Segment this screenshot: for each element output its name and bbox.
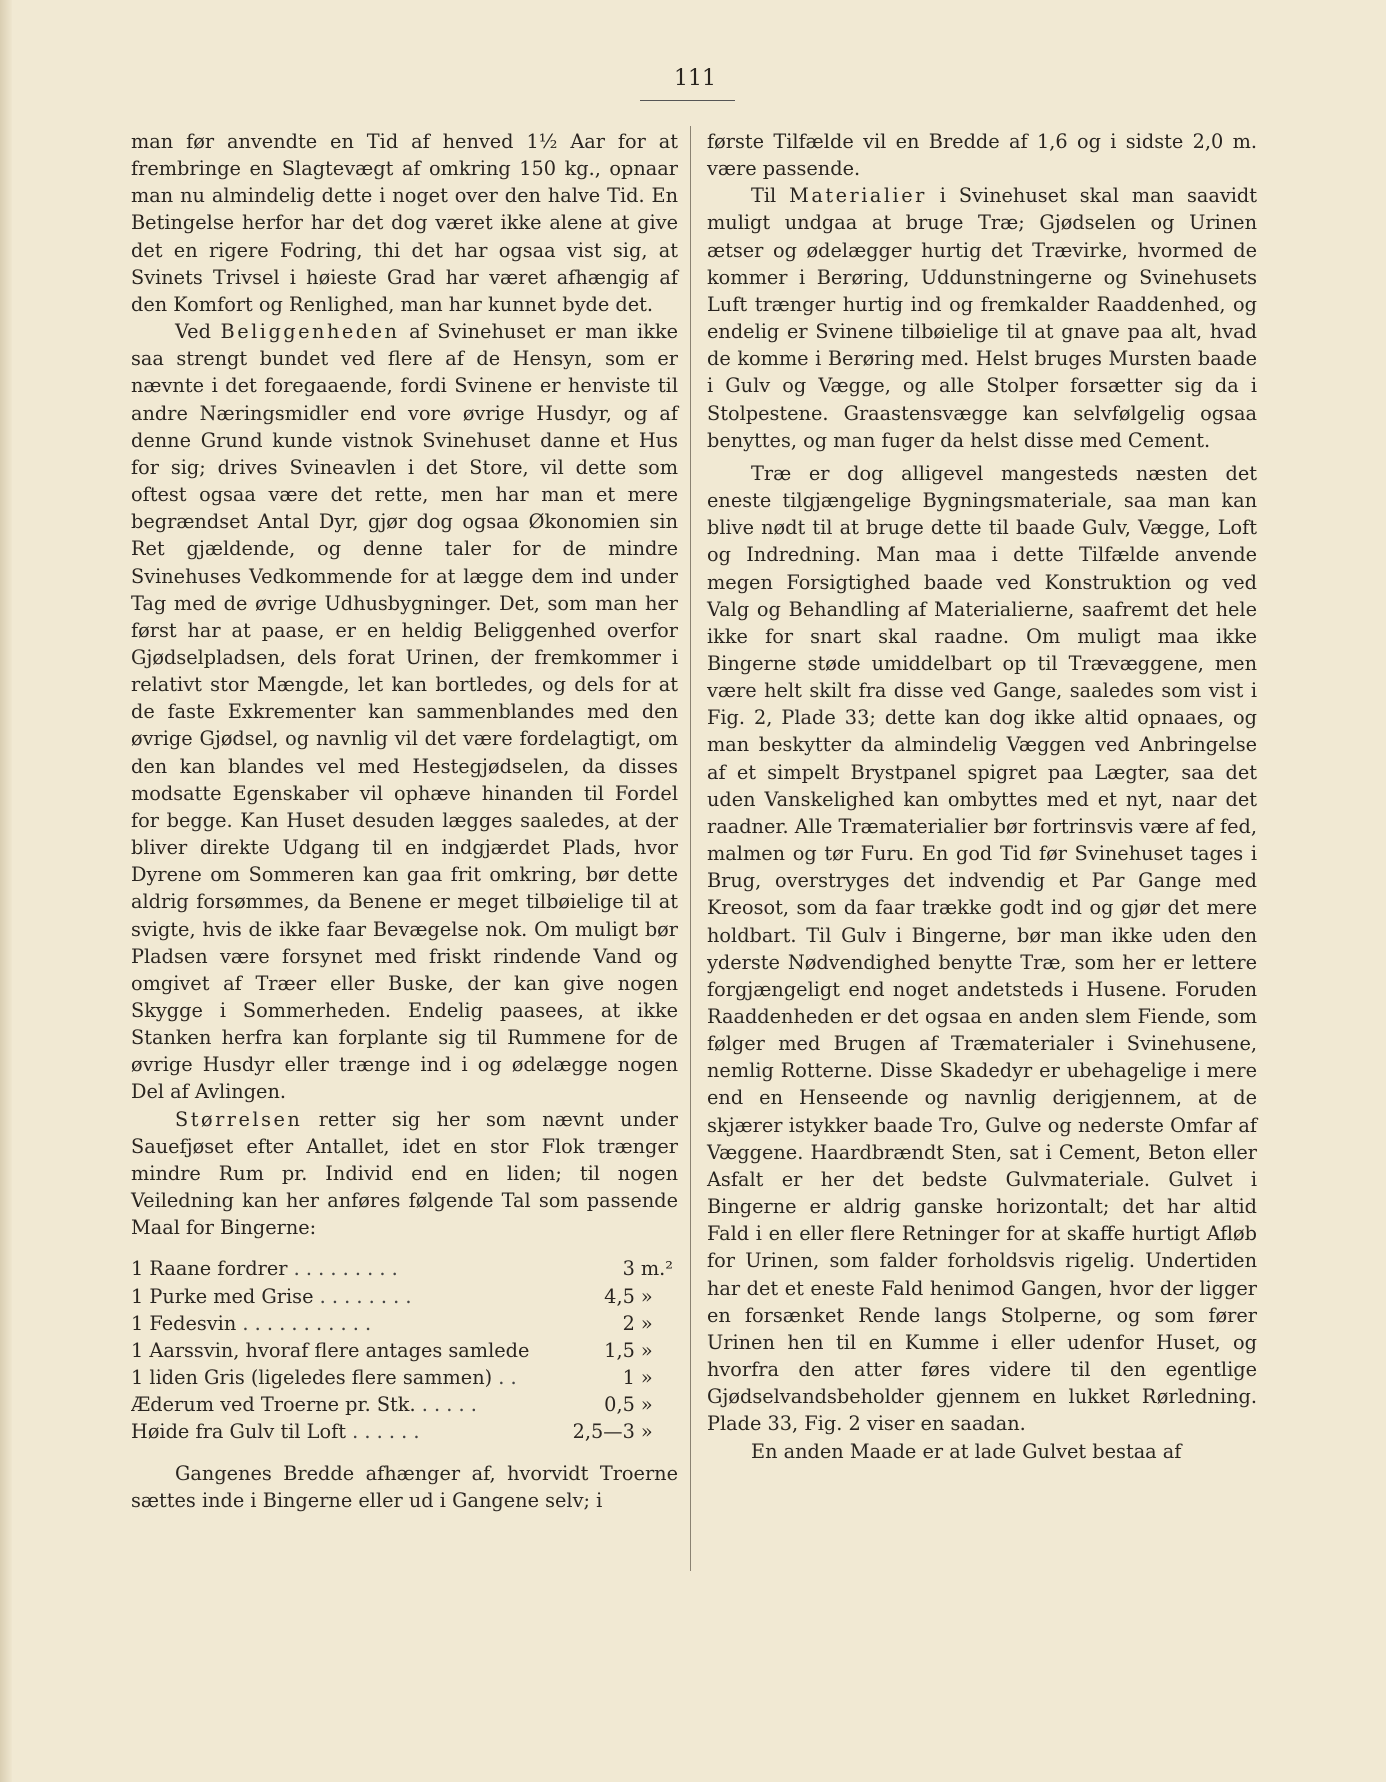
measure-label xyxy=(131,1364,573,1391)
measures-table xyxy=(131,1255,673,1445)
measure-value: 3 xyxy=(622,1257,635,1281)
measure-value: 2 xyxy=(622,1311,635,1335)
measure-value: 1 xyxy=(622,1366,635,1390)
measure-unit: » xyxy=(640,1284,653,1308)
leader-dots: . . . . . . xyxy=(345,1420,420,1444)
measure-label xyxy=(131,1337,573,1364)
table-row xyxy=(131,1337,673,1364)
leader-dots: . . . . . xyxy=(415,1393,477,1417)
section-keyword: Størrelsen xyxy=(175,1107,303,1131)
page-left-edge xyxy=(0,0,12,1782)
table-row xyxy=(131,1391,673,1418)
label-text: 1 liden Gris (ligeledes flere sammen) xyxy=(131,1366,493,1390)
measure-unit: » xyxy=(640,1393,653,1417)
measure-value: 0,5 xyxy=(604,1393,635,1417)
measure-value: 2,5—3 xyxy=(572,1420,635,1444)
paragraph xyxy=(131,1106,678,1242)
paragraph-lead: Til xyxy=(751,184,777,208)
paragraph xyxy=(131,318,678,1106)
section-keyword: Beliggenheden xyxy=(220,320,400,344)
label-text: 1 Purke med Grise xyxy=(131,1284,314,1308)
measure-unit: » xyxy=(640,1311,653,1335)
table-row xyxy=(131,1310,673,1337)
paragraph: En anden Maade er at lade Gulvet bestaa af xyxy=(751,1439,1182,1463)
label-text: 1 Aarssvin, hvoraf flere antages samlede xyxy=(131,1338,530,1362)
label-text: 1 Fedesvin xyxy=(131,1311,237,1335)
leader-dots: . . . . . . . . . . . xyxy=(236,1311,372,1335)
measure-label xyxy=(131,1255,573,1282)
column-divider xyxy=(690,126,691,1571)
measure-unit: m.² xyxy=(640,1257,673,1281)
paragraph xyxy=(707,182,1257,454)
measure-value: 1,5 xyxy=(604,1338,635,1362)
paragraph-lead: Ved xyxy=(175,320,211,344)
paragraph: Træ er dog alligevel mangesteds næsten det eneste tilgjængelige Bygningsmateriale, saa man kan blive nødt til at bruge dette til baade Gulv, Vægge, Loft og Indredning. Man maa i dette Tilfælde anvende megen Forsigtighed baade ved Konstruktion og ved Valg og Behandling af Materialierne, saafremt det hele ikke for snart skal raadne. Om muligt maa ikke Bingerne støde umiddelbart op til Trævæggene, men være helt skilt fra disse ved Gange, saaledes som vist i Fig. 2, Plade 33; dette kan dog ikke altid opnaaes, og man beskytter da almindelig Væggen ved Anbringelse af et simpelt Brystpanel spigret paa Lægter, saa det uden Vanskelighed kan ombyttes med et nyt, naar det raadner. Alle Træmaterialier bør fortrinsvis være af fed, malmen og tør Furu. En god Tid før Svinehuset tages i Brug, overstryges det indvendig et Par Gange med Kreosot, som da faar trække godt ind og gjør det mere holdbart. Til Gulv i Bingerne, bør man ikke uden den yderste Nødvendighed benytte Træ, som her er lettere forgjængeligt end noget andetsteds i Husene. Foruden Raaddenheden er det ogsaa en anden slem Fiende, som følger med Brugen af Træmaterialer i Svinehusene, nemlig Rotterne. Disse Skadedyr er ubehagelige i mere end en Henseende og navnlig derigjennem, at de skjærer istykker baade Tro, Gulve og nederste Omfar af Væggene. Haardbrændt Sten, sat i Cement, Beton eller Asfalt er her det bedste Gulvmateriale. Gulvet i Bingerne er aldrig ganske horizontalt; det har altid Fald i en eller flere Retninger for at skaffe hurtigt Afløb for Urinen, som falder forholdsvis rigelig. Undertiden har det et eneste Fald henimod Gangen, hvor der ligger en forsænket Rende langs Stolperne, og som fører Urinen hen til en Kumme i eller udenfor Huset, og hvorfra den atter føres videre til den egentlige Gjødselvandsbeholder gjennem en lukket Rørledning. Plade 33, Fig. 2 viser en saadan. xyxy=(707,461,1257,1436)
measure-unit: » xyxy=(640,1420,653,1444)
paragraph: man før anvendte en Tid af henved 1½ Aar for at frembringe en Slagtevægt af omkring 150 kg., opnaar man nu almindelig dette i noget over den halve Tid. En Betingelse herfor har det dog været ikke alene at give det en rigere Fodring, thi det har ogsaa vist sig, at Svinets Trivsel i høieste Grad har været afhængig af den Komfort og Renlighed, man har kunnet byde det. xyxy=(131,130,678,316)
right-column xyxy=(707,128,1257,1465)
paragraph-body: i Svinehuset skal man saavidt muligt undgaa at bruge Træ; Gjødselen og Urinen ætser og ødelægger hurtig det Trævirke, hvormed de kommer i Berøring, Uddunstningerne og Svinehusets Luft trænger hurtig ind og fremkalder Raaddenhed, og endelig er Svinene tilbøielige til at gnave paa alt, hvad de komme i Berøring med. Helst bruges Mursten baade i Gulv og Vægge, og alle Stolper forsætter sig da i Stolpestene. Graastensvægge kan selvfølgelig ogsaa benyttes, og man fuger da helst disse med Cement. xyxy=(707,184,1257,452)
measure-unit: » xyxy=(640,1338,653,1362)
table-row xyxy=(131,1255,673,1282)
table-row xyxy=(131,1364,673,1391)
paragraph-body: retter sig her som nævnt under Sauefjøset efter Antallet, idet en stor Flok trænger mindre Rum pr. Individ end en liden; til nogen Veiledning kan her anføres følgende Tal som passende Maal for Bingerne: xyxy=(131,1107,678,1240)
leader-dots: . . . . . . . . xyxy=(313,1284,412,1308)
table-row xyxy=(131,1283,673,1310)
label-text: Høide fra Gulv til Loft xyxy=(131,1420,346,1444)
section-keyword: Materialier xyxy=(789,184,927,208)
measure-unit: » xyxy=(640,1366,653,1390)
page-number-rule xyxy=(640,100,735,101)
measure-label xyxy=(131,1283,573,1310)
leader-dots: . . xyxy=(492,1366,517,1390)
label-text: 1 Raane fordrer xyxy=(131,1257,288,1281)
paragraph: første Tilfælde vil en Bredde af 1,6 og i sidste 2,0 m. være passende. xyxy=(707,130,1257,181)
page-number: 111 xyxy=(674,66,716,91)
measure-label xyxy=(131,1391,573,1418)
label-text: Æderum ved Troerne pr. Stk. xyxy=(131,1393,416,1417)
left-column xyxy=(131,128,678,1514)
paragraph-body: af Svinehuset er man ikke saa strengt bundet ved flere af de Hensyn, som er nævnte i det foregaaende, fordi Svinene er henviste til andre Næringsmidler end vore øvrige Husdyr, og af denne Grund kunde vistnok Svinehuset danne et Hus for sig; drives Svineavlen i det Store, vil dette som oftest ogsaa være det rette, men har man et mere begrændset Antal Dyr, gjør dog ogsaa Økonomien sin Ret gjældende, og denne taler for de mindre Svinehuses Vedkommende for at lægge dem ind under Tag med de øvrige Udhusbygninger. Det, som man her først har at paase, er en heldig Beliggenhed overfor Gjødselpladsen, dels forat Urinen, der fremkommer i relativt stor Mængde, let kan bortledes, og dels for at de faste Exkrementer kan sammenblandes med den øvrige Gjødsel, og navnlig vil det være fordelagtigt, om den kan blandes vel med Hestegjødselen, da disses modsatte Egenskaber vil ophæve hinanden til Fordel for begge. Kan Huset desuden lægges saaledes, at der bliver direkte Udgang til en indgjærdet Plads, hvor Dyrene om Sommeren kan gaa frit omkring, bør dette aldrig forsømmes, da Benene er meget tilbøielige til at svigte, hvis de ikke faar Bevægelse nok. Om muligt bør Pladsen være forsynet med friskt rindende Vand og omgivet af Træer eller Buske, der kan give nogen Skygge i Sommerheden. Endelig paasees, at ikke Stanken herfra kan forplante sig til Rummene for de øvrige Husdyr eller trænge ind i og ødelægge nogen Del af Avlingen. xyxy=(131,320,678,1104)
measure-value: 4,5 xyxy=(604,1284,635,1308)
paragraph: Gangenes Bredde afhænger af, hvorvidt Troerne sættes inde i Bingerne eller ud i Gangene selv; i xyxy=(131,1461,678,1512)
measure-label xyxy=(131,1418,573,1445)
leader-dots: . . . . . . . . . xyxy=(287,1257,398,1281)
table-row xyxy=(131,1418,673,1445)
measure-label xyxy=(131,1310,573,1337)
